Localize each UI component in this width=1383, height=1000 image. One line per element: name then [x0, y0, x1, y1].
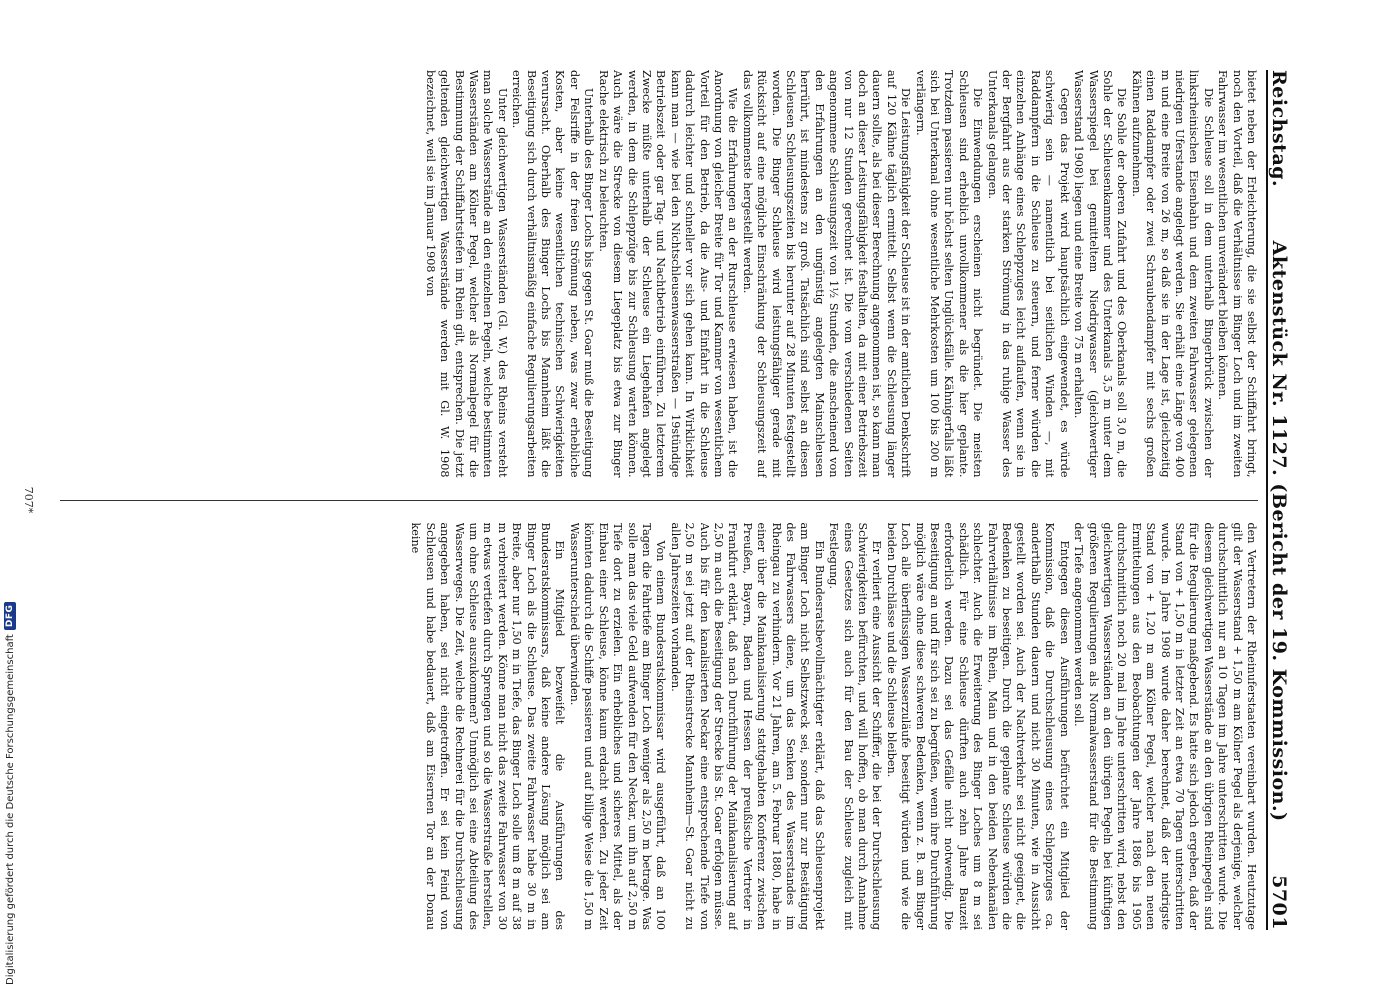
- text-column-right: [60, 523, 1258, 931]
- text-column-left: [60, 70, 1258, 478]
- paragraph: Die Einwendungen erscheinen nicht begründet. Die meisten Schleusen sind erheblich unvollkommener als die hier geplante. Trotzdem passieren nur höchst selten Unglücksfälle. Kähnigerfalls läßt sich bei Unterkanal ohne wesentliche Mehrkosten um 100 bis 200 m verlängern.: [913, 70, 985, 478]
- paragraph: Die Schleuse soll in dem unterhalb Bingerbrück zwischen der linksrheinischen Eisenbahn und dem zweiten Fahrwasser gelegenen niedrigen Uferstande angelegt werden. Sie erhält eine Länge von 400 m und eine Breite von 26 m, so daß sie in der Lage ist, gleichzeitig einen Raddampfer oder zwei Schraubendampfer mit sechs großen Kähnen aufzunehmen.: [1129, 70, 1215, 478]
- paragraph: Entgegen diesen Ausführungen befürchtet ein Mitglied der Kommission, daß die Durchschleusung eines Schleppzuges ca. anderthalb Stunden dauern und nicht 30 Minuten, wie in Aussicht gestellt worden sei. Auch der Nachtverkehr sei nicht geeignet, die Bedenken zu beseitigen. Durch die geplante Schleuse würden die Fahrverhältnisse im Rhein, Main und in den beiden Nebenkanälen schlechter. Auch die Erweiterung des Binger Loches um 8 m sei schädlich. Für eine Schleuse dürften auch zehn Jahre Bauzeit erforderlich werden. Dazu sei das Gefälle nicht notwendig. Die Beseitigung an und für sich sei zu begrüßen, wenn ihre Durchführung möglich wäre ohne diese schweren Bedenken, wenn z. B. am Binger Loch alle überflüssigen Wasserzuläufe beseitigt würden und wie die beiden Durchlässe und die Schleuse bleiben.: [884, 522, 1071, 930]
- dfg-logo-icon: DFG: [4, 602, 16, 631]
- paragraph: Unterhalb des Binger Lochs bis gegen St. Goar muß die Beseitigung der Felsriffe in der freien Strömung neben, was zwar erhebliche Kosten, aber keine wesentlichen technischen Schwierigkeiten verursacht. Oberhalb des Binger Lochs bis Mannheim läßt die Beseitigung sich durch verhältnismäßig einfache Regulierungsarbeiten erreichen.: [510, 70, 596, 478]
- page-header: [1266, 70, 1298, 930]
- text-columns: [60, 70, 1258, 930]
- paragraph: Wie die Erfahrungen an der Rurschleuse erwiesen haben, ist die Anordnung von gleicher Breite für Tor und Kammer von wesentlichem Vorteil für den Betrieb, da die Aus- und Einfahrt in die Schleuse dadurch leichter und schneller vor sich gehen kann. In Wirklichkeit kann man — wie bei den Nichtschleusenwasserstraßen — 19stündige Betriebszeit oder gar Tag- und Nachtbetrieb einführen. Zu letzterem Zwecke müßte unterhalb der Schleuse ein Liegehafen angelegt werden, in dem die Schleppzüge bis zur Schleusung warten können. Auch wäre die Strecke von diesem Liegeplatz bis etwa zur Binger Rache elektrisch zu beleuchten.: [596, 70, 740, 478]
- paragraph: Die Leistungsfähigkeit der Schleuse ist in der amtlichen Denkschrift auf 120 Kähne täglich ermittelt. Selbst wenn die Schleusung länger dauern sollte, als bei dieser Berechnung angenommen ist, so kann man doch an dieser Leistungsfähigkeit festhalten, da mit einer Betriebszeit von nur 12 Stunden gerechnet ist. Die vom verschiedenen Seiten angenommene Schleusungszeit von 1½ Stunden, die anscheinend von den Erfahrungen an den ungünstig angelegten Mainschleusen herrührt, ist mindestens zu groß. Tatsächlich sind selbst an diesen Schleusen Schleusungszeiten bis herunter auf 28 Minuten festgestellt worden. Die Binger Schleuse wird leistungsfähiger gerade mit Rücksicht auf eine mögliche Einschränkung der Schleusungszeit auf das vollkommenste hergestellt werden.: [740, 70, 913, 478]
- paragraph: Ein Bundesratsbevollmächtigter erklärt, daß das Schleusenprojekt am Binger Loch nicht Selbstzweck sei, sondern nur zur Bestätigung des Fahrwassers diene, um das Senken des Wasserstandes im Rheingau zu verhindern. Vor 21 Jahren, am 5. Februar 1880, habe in einer über die Mainkanalisierung stattgehabten Konferenz zwischen Preußen, Bayern, Baden und Hessen der preußische Vertreter in Frankfurt erklärt, daß nach Durchführung der Mainkanalisierung auf 2,50 m auch die Beseitigung der Strecke bis St. Goar erfolgen müsse. Auch bis für den kanalisierten Neckar eine entsprechende Tiefe von 2,50 m sei jetzt auf der Rheinstrecke Mannheim—St. Goar nicht zu allen Jahreszeiten vorhanden.: [668, 522, 826, 930]
- column-divider: [60, 500, 1258, 501]
- header-publication: Reichstag.: [1268, 70, 1290, 188]
- paragraph: Gegen das Projekt wird hauptsächlich eingewendet, es würde schwierig sein — namentlich bei seitlichen Winden —, mit Raddampfern in die Schleuse zu steuern, und ferner würden die einzelnen Anhänge eines Schleppzuges leicht auflaufen, wenn sie in der Bergfahrt aus der starken Strömung in das ruhige Wasser des Unterkanals gelangen.: [985, 70, 1071, 478]
- header-subtitle: (Bericht der 19. Kommission.): [1268, 483, 1290, 822]
- paragraph: Unter gleichwertigen Wasserständen (Gl. W.) des Rheins versteht man solche Wasserstände an den einzelnen Pegeln, welche bestimmten Wasserständen am Kölner Pegel, welcher als Normalpegel für die Bestimmung der Schiffahrtstiefen im Rhein gilt, entsprechen. Die jetzt geltenden gleichwertigen Wasserstände werden mit Gl. W. 1908 bezeichnet, weil sie im Januar 1908 von: [423, 70, 509, 478]
- page-number: 5701: [1268, 875, 1290, 930]
- digitization-credit: [0, 0, 22, 1000]
- header-document-title: Aktenstück Nr. 1127.: [1268, 240, 1290, 477]
- paragraph: Er verliert eine Aussicht der Schiffer, die bei der Durchschleusung Schwierigkeiten befürchten, und will hoffen, ob man durch Annahme eines Gesetzes sich auch für den Bau der Schleuse zugleich mit Festlegung.: [827, 522, 884, 930]
- credit-text: Digitalisierung gefördert durch die Deutsche Forschungsgemeinschaft: [4, 634, 16, 985]
- paragraph: bietet neben der Erleichterung, die sie selbst der Schiffahrt bringt, noch den Vorteil, daß die Verhältnisse im Binger Loch und im zweiten Fahrwasser im wesentlichen unverändert bleiben können.: [1216, 70, 1258, 478]
- footer-signature-mark: 707*: [22, 486, 35, 514]
- paragraph: Die Sohle der oberen Zufahrt und des Oberkanals soll 3,0 m, die Sohle der Schleusenkammer und des Unterkanals 3,5 m unter dem Wasserspiegel bei gemitteltem Niedrigwasser (gleichwertiger Wasserstand 1908) liegen und eine Breite von 75 m erhalten.: [1072, 70, 1129, 478]
- digitization-credit-text: [4, 602, 16, 985]
- paragraph: Von einem Bundesratskommissar wird ausgeführt, daß an 100 Tagen die Fahrtiefe am Binger Loch weniger als 2,50 m betrage. Was solle man das viele Geld aufwenden für den Neckar, um ihn auf 2,50 m Tiefe dort zu erzielen. Ein erhebliches und sicheres Mittel, als der Einbau einer Schleuse, könne kaum erdacht werden. Zu jeder Zeit könnten dadurch die Schiffe passieren und auf billige Weise die 1,50 m Wasserunterschied überwinden.: [567, 522, 668, 930]
- paragraph: Ein Mitglied bezweifelt die Ausführungen des Bundesratskommissars, daß keine andere Lösung möglich sei am Binger Loch als die Schleuse. Das zweite Fahrwasser habe 30 m in Breite, aber nur 1,50 m in Tiefe, das Binger Loch solle um 8 m auf 38 m verbreitert werden. Könne man nicht das zweite Fahrwasser von 30 m etwas vertiefen durch Sprengen und so die Wasserstraße herstellen, um ohne Schleuse auszukommen? Unmöglich sei eine Abteilung des Wasserweges. Die Zeit, welche die Rechnerei für die Durchschleusung angegeben haben, sei nicht eingetroffen. Er sei kein Feind von Schleusen und habe bedauert, daß am Eisernen Tor an der Donau keine: [409, 522, 567, 930]
- paragraph: den Vertretern der Rheinuferstaaten vereinbart wurden. Heutzutage gilt der Wasserstand + 1,50 m am Kölner Pegel als derjenige, welcher durchschnittlich nur an 10 Tagen im Jahre unterschritten wurde. Die diesem gleichwertigen Wasserstände an den übrigen Rheinpegeln sind für die Regulierung maßgebend. Es hatte sich jedoch ergeben, daß der Stand von + 1,50 m in letzter Zeit an etwa 70 Tagen unterschritten wurde. Im Jahre 1908 wurde daher berechnet, daß der niedrigste Stand von + 1,20 m am Kölner Pegel, welcher nach den neuen Ermittelungen aus den Beobachtungen der Jahre 1886 bis 1905 durchschnittlich noch 20 mal im Jahre unterschritten wird, nebst den gleichwertigen Wasserständen an den übrigen Pegeln bei künftigen größeren Regulierungen als Normalwasserstand für die Bestimmung der Tiefe angenommen werden soll.: [1072, 522, 1258, 930]
- header-document-number: [1268, 187, 1290, 875]
